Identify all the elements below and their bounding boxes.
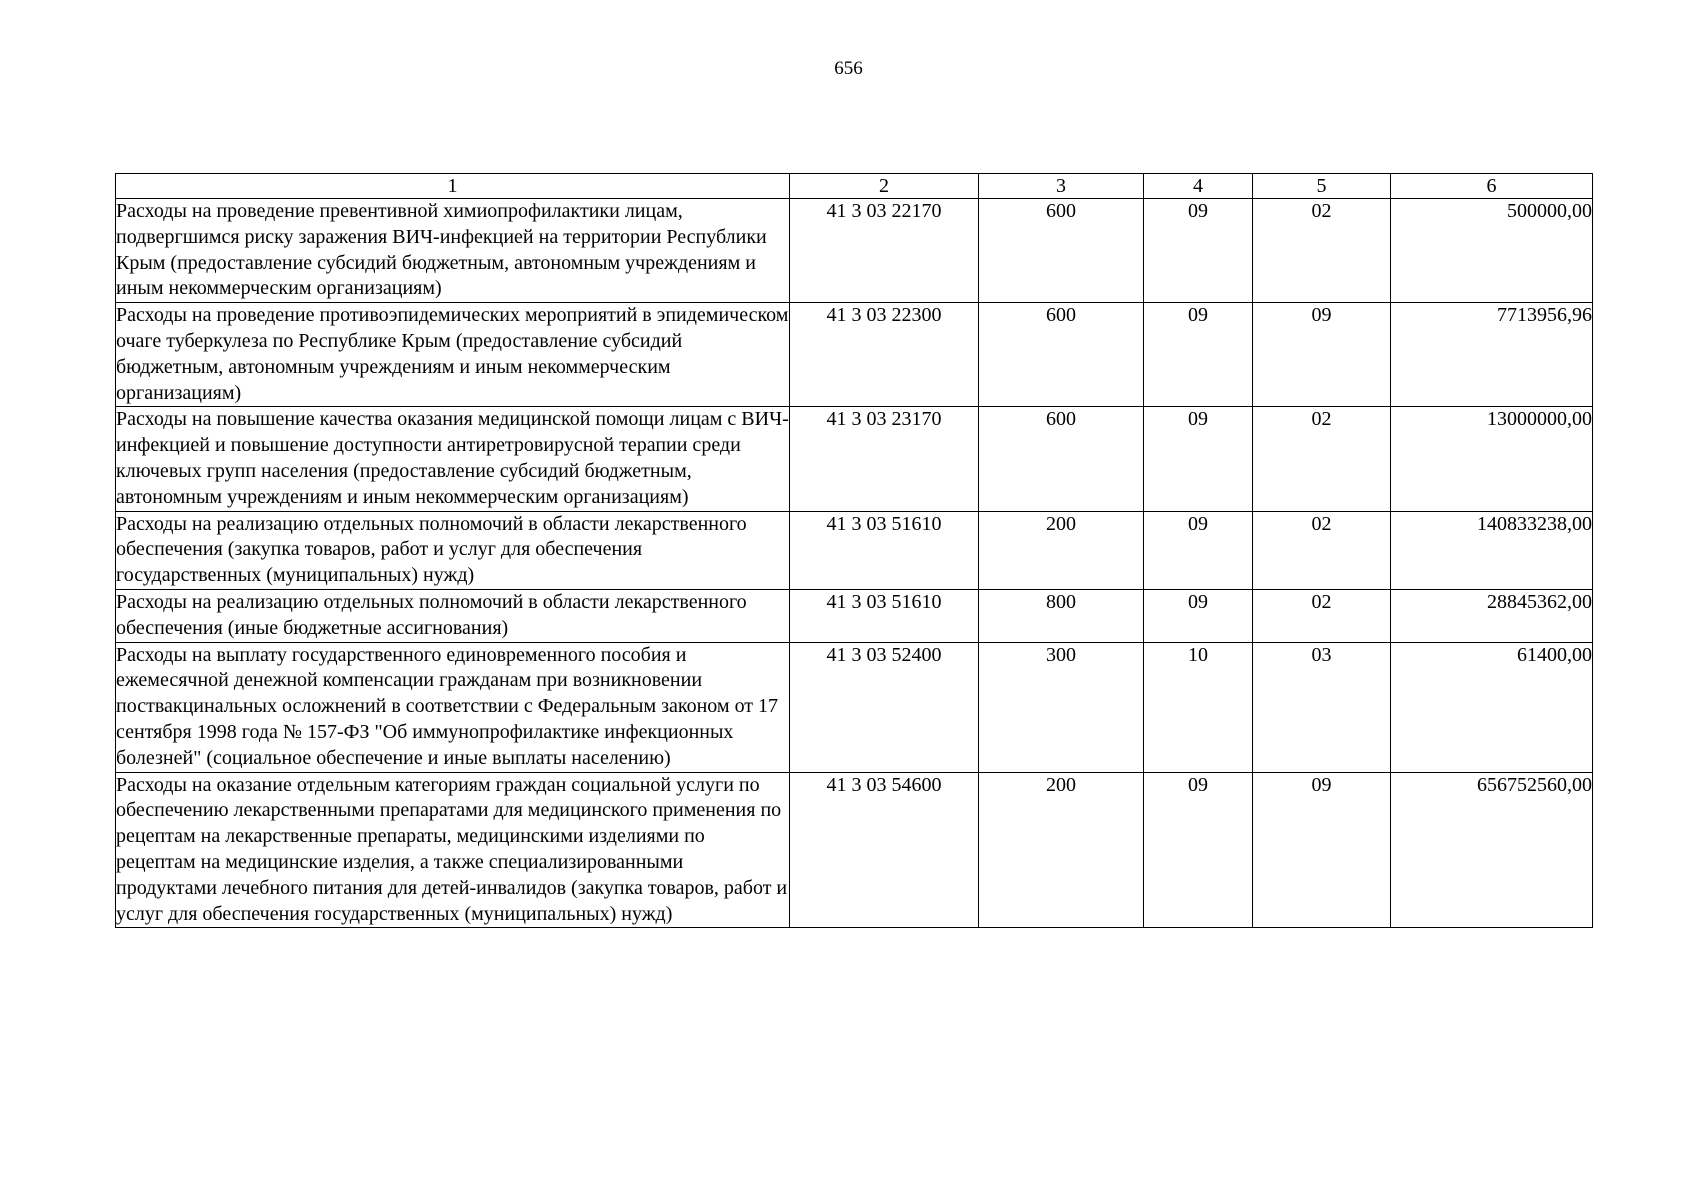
column-number-1: 1 — [116, 174, 790, 199]
section-cell: 09 — [1144, 589, 1253, 642]
expense-name-cell: Расходы на реализацию отдельных полномочий в области лекарственного обеспечения (закупка товаров, работ и услуг для обеспечения государственных (муниципальных) нужд) — [116, 511, 790, 589]
target-article-code-cell: 41 3 03 54600 — [790, 772, 979, 928]
expense-type-cell: 200 — [979, 772, 1144, 928]
expense-type-cell: 600 — [979, 199, 1144, 303]
target-article-code-cell: 41 3 03 23170 — [790, 407, 979, 511]
amount-cell: 140833238,00 — [1391, 511, 1593, 589]
section-cell: 09 — [1144, 199, 1253, 303]
expense-name-cell: Расходы на выплату государственного единовременного пособия и ежемесячной денежной компенсации гражданам при возникновении поствакцинальных осложнений в соответствии с Федеральным законом от 17 сентября 1998 года № 157-ФЗ "Об иммунопрофилактике инфекционных болезней" (социальное обеспечение и иные выплаты населению) — [116, 642, 790, 772]
target-article-code-cell: 41 3 03 22300 — [790, 303, 979, 407]
table-row — [116, 642, 1593, 772]
table-row — [116, 772, 1593, 928]
subsection-cell: 03 — [1253, 642, 1391, 772]
expense-type-cell: 300 — [979, 642, 1144, 772]
section-cell: 09 — [1144, 407, 1253, 511]
target-article-code-cell: 41 3 03 51610 — [790, 511, 979, 589]
expense-name-cell: Расходы на проведение превентивной химиопрофилактики лицам, подвергшимся риску заражения ВИЧ-инфекцией на территории Республики Крым (предоставление субсидий бюджетным, автономным учреждениям и иным некоммерческим организациям) — [116, 199, 790, 303]
subsection-cell: 02 — [1253, 407, 1391, 511]
column-number-4: 4 — [1144, 174, 1253, 199]
column-number-5: 5 — [1253, 174, 1391, 199]
section-cell: 10 — [1144, 642, 1253, 772]
target-article-code-cell: 41 3 03 22170 — [790, 199, 979, 303]
expense-type-cell: 600 — [979, 303, 1144, 407]
column-number-3: 3 — [979, 174, 1144, 199]
amount-cell: 656752560,00 — [1391, 772, 1593, 928]
amount-cell: 500000,00 — [1391, 199, 1593, 303]
expense-name-cell: Расходы на проведение противоэпидемических мероприятий в эпидемическом очаге туберкулеза по Республике Крым (предоставление субсидий бюджетным, автономным учреждениям и иным некоммерческим организациям) — [116, 303, 790, 407]
subsection-cell: 09 — [1253, 303, 1391, 407]
section-cell: 09 — [1144, 772, 1253, 928]
amount-cell: 7713956,96 — [1391, 303, 1593, 407]
table-row — [116, 511, 1593, 589]
target-article-code-cell: 41 3 03 52400 — [790, 642, 979, 772]
column-number-2: 2 — [790, 174, 979, 199]
amount-cell: 61400,00 — [1391, 642, 1593, 772]
table-row — [116, 303, 1593, 407]
subsection-cell: 02 — [1253, 199, 1391, 303]
subsection-cell: 02 — [1253, 589, 1391, 642]
section-cell: 09 — [1144, 303, 1253, 407]
target-article-code-cell: 41 3 03 51610 — [790, 589, 979, 642]
budget-table — [115, 173, 1593, 928]
expense-type-cell: 200 — [979, 511, 1144, 589]
subsection-cell: 09 — [1253, 772, 1391, 928]
table-row — [116, 199, 1593, 303]
page-number: 656 — [834, 58, 863, 79]
amount-cell: 28845362,00 — [1391, 589, 1593, 642]
table-row — [116, 407, 1593, 511]
expense-name-cell: Расходы на повышение качества оказания медицинской помощи лицам с ВИЧ-инфекцией и повышение доступности антиретровирусной терапии среди ключевых групп населения (предоставление субсидий бюджетным, автономным учреждениям и иным некоммерческим организациям) — [116, 407, 790, 511]
subsection-cell: 02 — [1253, 511, 1391, 589]
amount-cell: 13000000,00 — [1391, 407, 1593, 511]
expense-type-cell: 800 — [979, 589, 1144, 642]
expense-name-cell: Расходы на реализацию отдельных полномочий в области лекарственного обеспечения (иные бюджетные ассигнования) — [116, 589, 790, 642]
column-number-6: 6 — [1391, 174, 1593, 199]
expense-type-cell: 600 — [979, 407, 1144, 511]
expense-name-cell: Расходы на оказание отдельным категориям граждан социальной услуги по обеспечению лекарственными препаратами для медицинского применения по рецептам на лекарственные препараты, медицинскими изделиями по рецептам на медицинские изделия, а также специализированными продуктами лечебного питания для детей-инвалидов (закупка товаров, работ и услуг для обеспечения государственных (муниципальных) нужд) — [116, 772, 790, 928]
column-number-row — [116, 174, 1593, 199]
table-row — [116, 589, 1593, 642]
section-cell: 09 — [1144, 511, 1253, 589]
